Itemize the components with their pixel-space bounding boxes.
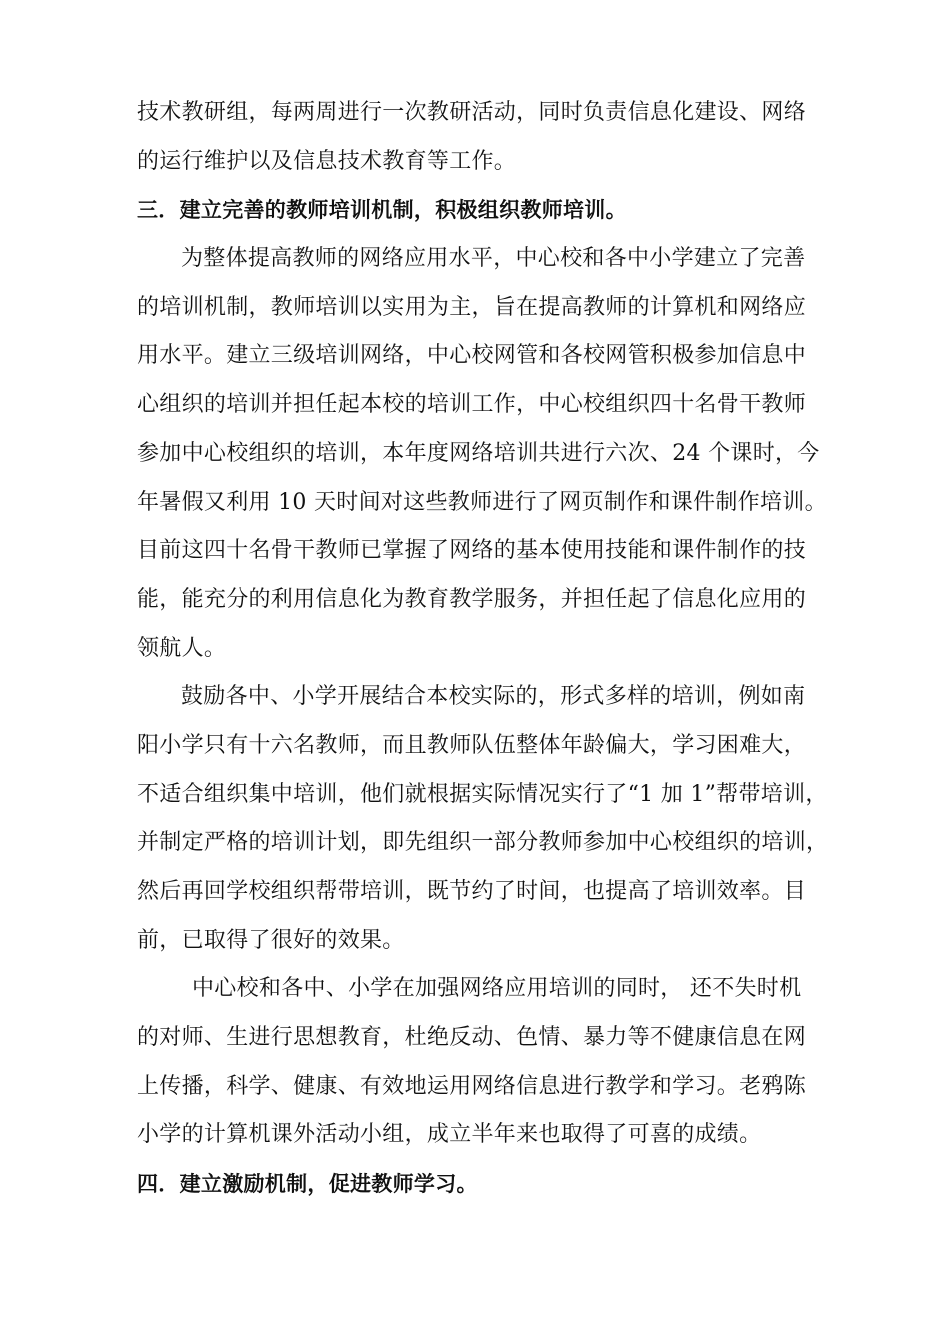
text-line: 三．建立完善的教师培训机制，积极组织教师培训。	[137, 198, 627, 223]
paragraph	[137, 965, 817, 1160]
text-line: 中心校和各中、小学在加强网络应用培训的同时， 还不失时机	[192, 976, 802, 1002]
section-heading	[137, 186, 817, 235]
text-line: 年暑假又利用 10 天时间对这些教师进行了网页制作和课件制作培训。	[137, 489, 827, 515]
text-line: 心组织的培训并担任起本校的培训工作，中心校组织四十名骨干教师	[137, 392, 807, 418]
text-line: 领航人。	[137, 635, 227, 661]
text-line: 不适合组织集中培训，他们就根据实际情况实行了“1 加 1”帮带培训，	[137, 781, 828, 807]
text-line: 上传播，科学、健康、有效地运用网络信息进行教学和学习。老鸦陈	[137, 1073, 807, 1099]
document-body	[137, 89, 829, 1209]
section-heading	[137, 1160, 817, 1209]
text-line: 前，已取得了很好的效果。	[137, 927, 405, 953]
text-line: 的运行维护以及信息技术教育等工作。	[137, 148, 517, 174]
text-line: 参加中心校组织的培训，本年度网络培训共进行六次、24 个课时，今	[137, 440, 820, 466]
text-line: 为整体提高教师的网络应用水平，中心校和各中小学建立了完善	[181, 246, 806, 272]
text-line: 的培训机制，教师培训以实用为主，旨在提高教师的计算机和网络应	[137, 294, 807, 320]
paragraph	[137, 235, 827, 673]
text-line: 小学的计算机课外活动小组，成立半年来也取得了可喜的成绩。	[137, 1122, 762, 1148]
text-line: 技术教研组，每两周进行一次教研活动，同时负责信息化建设、网络	[137, 100, 807, 125]
paragraph	[137, 89, 817, 186]
text-line: 能，能充分的利用信息化为教育教学服务，并担任起了信息化应用的	[137, 586, 807, 612]
text-line: 并制定严格的培训计划，即先组织一部分教师参加中心校组织的培训，	[137, 830, 829, 856]
text-line: 目前这四十名骨干教师已掌握了网络的基本使用技能和课件制作的技	[137, 538, 807, 564]
text-line: 阳小学只有十六名教师，而且教师队伍整体年龄偏大，学习困难大，	[137, 732, 807, 758]
text-line: 四．建立激励机制，促进教师学习。	[137, 1172, 478, 1197]
text-line: 然后再回学校组织帮带培训，既节约了时间，也提高了培训效率。目	[137, 879, 807, 904]
text-line: 鼓励各中、小学开展结合本校实际的，形式多样的培训，例如南	[181, 684, 806, 710]
text-line: 用水平。建立三级培训网络，中心校网管和各校网管积极参加信息中	[137, 343, 807, 369]
text-line: 的对师、生进行思想教育，杜绝反动、色情、暴力等不健康信息在网	[137, 1025, 807, 1051]
paragraph	[137, 673, 829, 965]
